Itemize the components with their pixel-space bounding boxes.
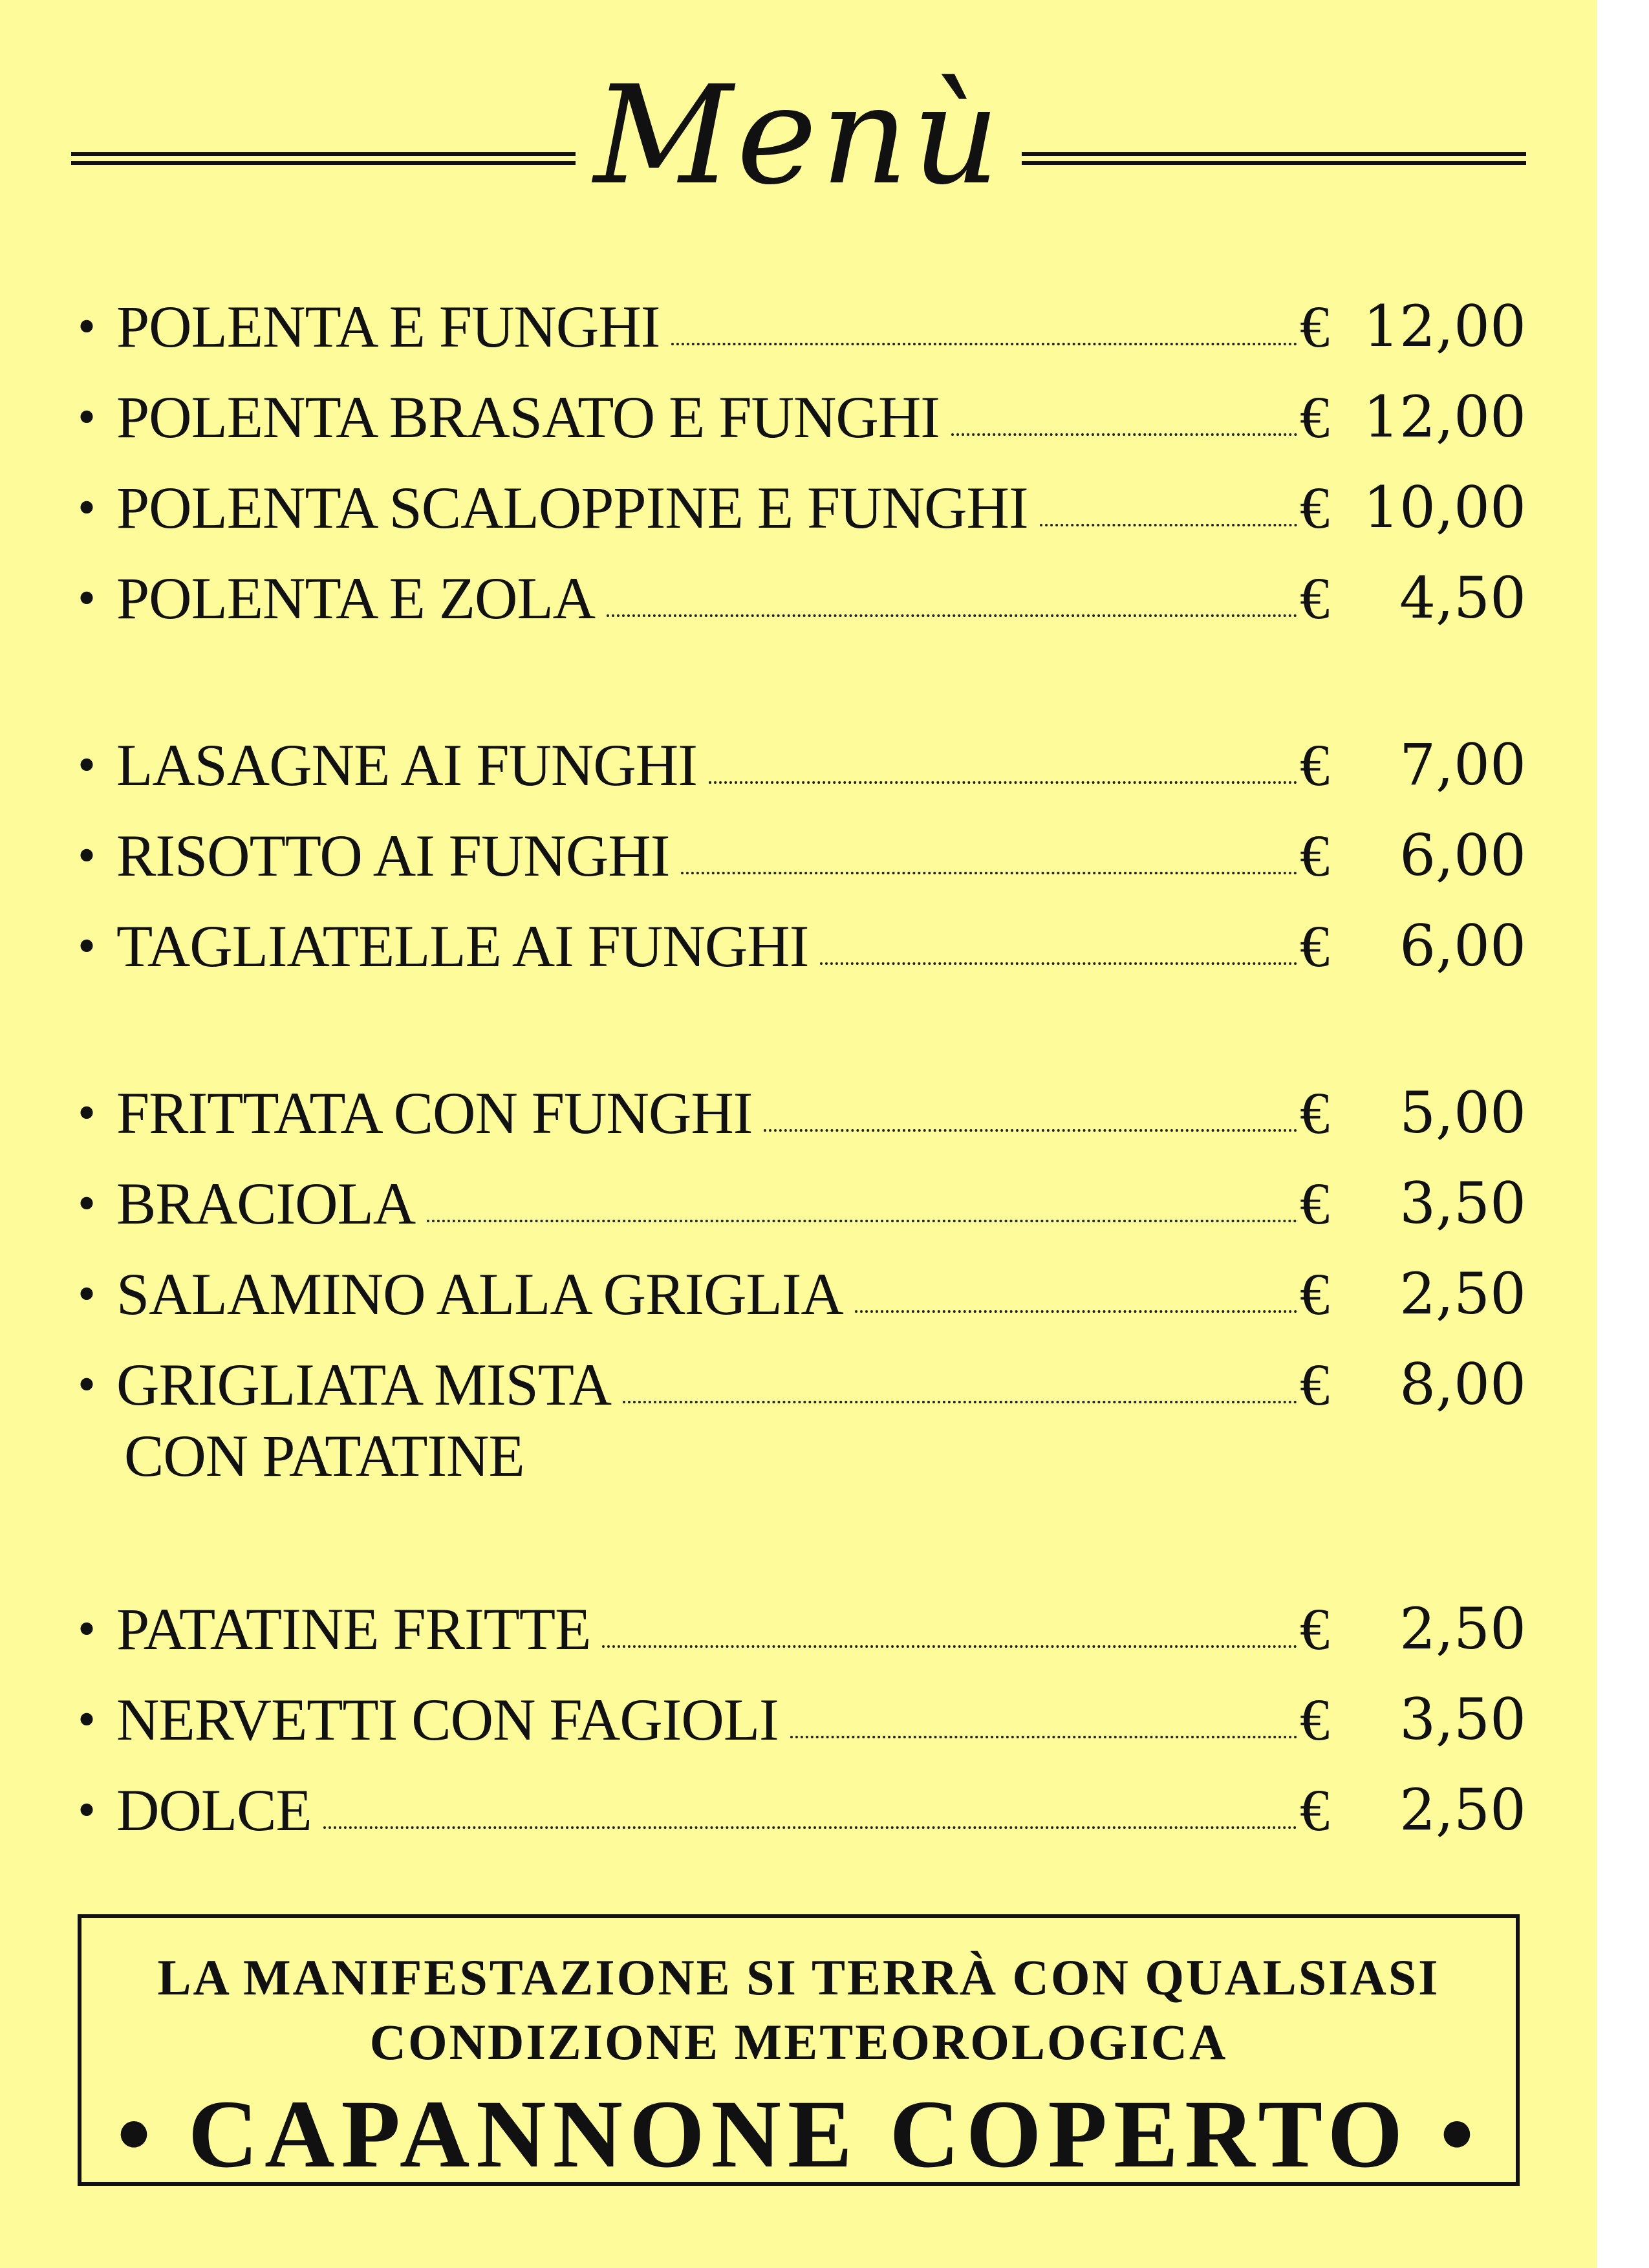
menu-item: [78, 1149, 1526, 1239]
weather-notice-box: [78, 1914, 1520, 2186]
bullet: •: [78, 1266, 96, 1323]
menu-item-price: 12,00: [1363, 383, 1526, 450]
menu-item-price: 6,00: [1399, 822, 1526, 889]
menu-item-name: RISOTTO AI FUNGHI: [116, 823, 670, 889]
menu-item-name: POLENTA E ZOLA: [116, 565, 596, 631]
menu-item: [78, 1574, 1526, 1665]
menu-item-name: PATATINE FRITTE: [116, 1596, 591, 1662]
bullet: •: [78, 918, 96, 975]
bullet: •: [78, 479, 96, 536]
menu-item: [78, 543, 1526, 634]
menu-item-name: SALAMINO ALLA GRIGLIA: [116, 1261, 843, 1327]
menu-group: [78, 1574, 1526, 1846]
menu-item-price: 8,00: [1399, 1351, 1526, 1418]
menu-item: [78, 1239, 1526, 1330]
dot-leader: [820, 956, 1297, 965]
menu-item: [78, 272, 1526, 362]
currency-symbol: €: [1300, 1352, 1330, 1418]
menu-item: [78, 1665, 1526, 1755]
menu-item-name: BRACIOLA: [116, 1171, 416, 1237]
dot-leader: [623, 1394, 1297, 1403]
currency-symbol: €: [1300, 384, 1330, 450]
currency-symbol: €: [1300, 1261, 1330, 1327]
menu-item: [78, 453, 1526, 543]
dot-leader: [951, 427, 1297, 436]
dot-leader: [855, 1304, 1297, 1313]
menu-item-price: 5,00: [1399, 1079, 1526, 1146]
dot-leader: [323, 1820, 1297, 1829]
menu-item-price: 3,50: [1399, 1170, 1526, 1237]
notice-covered-venue: • CAPANNONE COPERTO •: [116, 2080, 1481, 2188]
menu-group: [78, 1058, 1526, 1498]
menu-item-name-continuation: CON PATATINE: [124, 1423, 524, 1489]
currency-symbol: €: [1300, 565, 1330, 631]
bullet: •: [78, 1601, 96, 1658]
menu-item: [78, 891, 1526, 982]
dot-leader: [427, 1213, 1297, 1222]
currency-symbol: €: [1300, 823, 1330, 889]
dot-leader: [681, 865, 1297, 874]
notice-line-1: LA MANIFESTAZIONE SI TERRÀ CON QUALSIASI: [157, 1949, 1440, 2005]
menu-header: [71, 58, 1526, 220]
dot-leader: [764, 1123, 1297, 1132]
dot-leader: [1040, 517, 1297, 526]
menu-item-name: POLENTA SCALOPPINE E FUNGHI: [116, 475, 1028, 541]
menu-item-price: 2,50: [1399, 1777, 1526, 1843]
menu-item-name: POLENTA E FUNGHI: [116, 294, 660, 360]
menu-item-price: 12,00: [1363, 293, 1526, 360]
bullet: •: [78, 827, 96, 884]
bullet: •: [78, 389, 96, 446]
currency-symbol: €: [1300, 475, 1330, 541]
bullet: •: [78, 1356, 96, 1413]
bullet: •: [78, 1175, 96, 1232]
dot-leader: [790, 1729, 1297, 1738]
bullet: •: [78, 737, 96, 794]
bullet: •: [78, 1085, 96, 1141]
currency-symbol: €: [1300, 1687, 1330, 1753]
bullet: •: [78, 1782, 96, 1839]
dot-leader: [607, 608, 1297, 617]
currency-symbol: €: [1300, 1777, 1330, 1843]
menu-item-price: 6,00: [1399, 913, 1526, 979]
menu-item-name: DOLCE: [116, 1777, 312, 1843]
menu-item-name: GRIGLIATA MISTA: [116, 1352, 612, 1418]
menu-item-price: 2,50: [1399, 1595, 1526, 1662]
currency-symbol: €: [1300, 732, 1330, 798]
bullet: •: [78, 1691, 96, 1748]
currency-symbol: €: [1300, 1596, 1330, 1662]
dot-leader: [602, 1639, 1297, 1648]
menu-group: [78, 710, 1526, 982]
menu-item-price: 4,50: [1399, 565, 1526, 631]
menu-item: [78, 710, 1526, 801]
menu-item: [78, 362, 1526, 453]
currency-symbol: €: [1300, 913, 1330, 979]
menu-item: [78, 801, 1526, 891]
menu-item: [78, 1058, 1526, 1149]
menu-item: [78, 1755, 1526, 1846]
dot-leader: [709, 775, 1297, 784]
currency-symbol: €: [1300, 1171, 1330, 1237]
menu-title: Menù: [594, 56, 1004, 215]
title-rule-right: [1022, 152, 1526, 165]
bullet: •: [78, 570, 96, 627]
menu-item-price: 3,50: [1399, 1686, 1526, 1753]
menu-item-price: 2,50: [1399, 1260, 1526, 1327]
menu-item-price: 10,00: [1363, 474, 1526, 541]
menu-item-name: POLENTA BRASATO E FUNGHI: [116, 384, 940, 450]
currency-symbol: €: [1300, 294, 1330, 360]
menu-group: [78, 272, 1526, 634]
bullet: •: [78, 298, 96, 355]
dot-leader: [671, 336, 1297, 345]
menu-item-name: LASAGNE AI FUNGHI: [116, 732, 697, 798]
currency-symbol: €: [1300, 1080, 1330, 1146]
menu-item-name: TAGLIATELLE AI FUNGHI: [116, 913, 809, 979]
menu-item: [78, 1330, 1526, 1420]
menu-item-name: FRITTATA CON FUNGHI: [116, 1080, 753, 1146]
notice-line-2: CONDIZIONE METEOROLOGICA: [369, 2014, 1228, 2070]
menu-item-name: NERVETTI CON FAGIOLI: [116, 1687, 779, 1753]
menu-list: [78, 272, 1526, 1922]
menu-item-price: 7,00: [1399, 731, 1526, 798]
